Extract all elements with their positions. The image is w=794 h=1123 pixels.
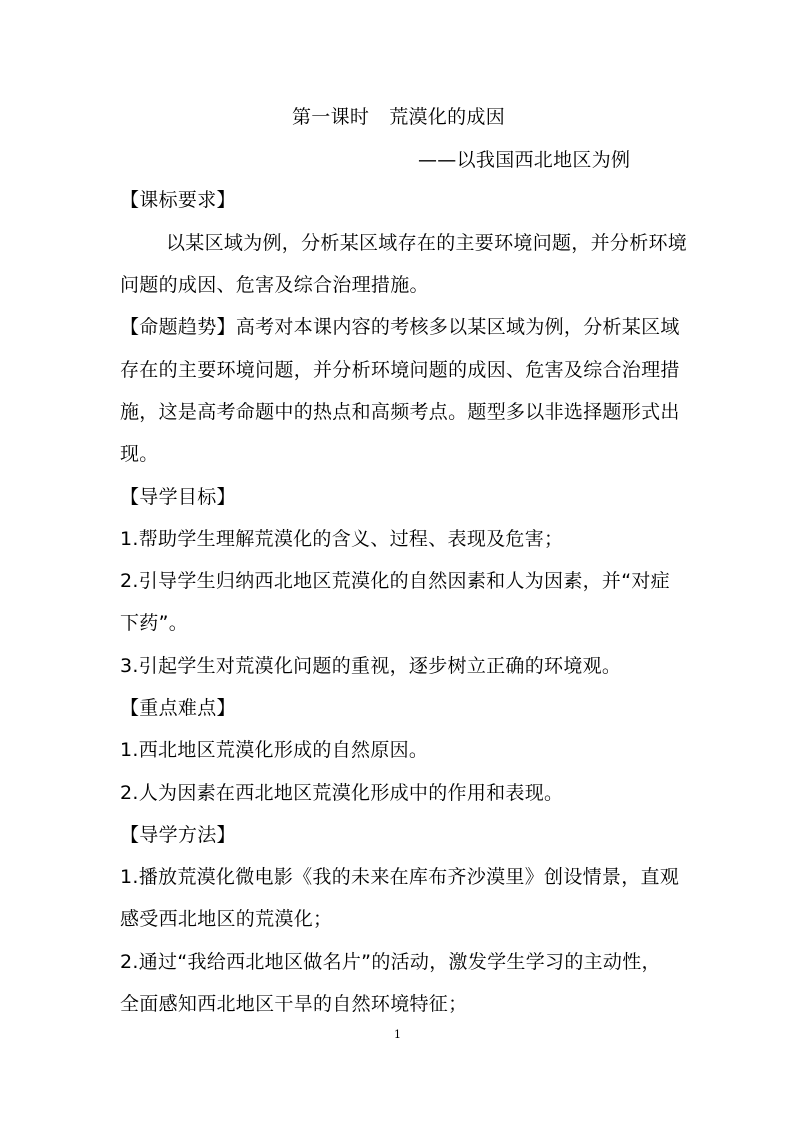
paragraph-line: 高考对本课内容的考核多以某区域为例，分析某区域 bbox=[235, 316, 680, 338]
section-heading-key-points: 【重点难点】 bbox=[120, 697, 236, 719]
paragraph-line: 存在的主要环境问题，并分析环境问题的成因、危害及综合治理措 bbox=[120, 359, 680, 381]
list-item: 2.人为因素在西北地区荒漠化形成中的作用和表现。 bbox=[120, 782, 564, 804]
list-item: 1.播放荒漠化微电影《我的未来在库布齐沙漠里》创设情景，直观 bbox=[120, 866, 680, 888]
paragraph-line: 现。 bbox=[120, 443, 159, 465]
section-heading-trend: 【命题趋势】 bbox=[120, 316, 236, 338]
title-topic: 荒漠化的成因 bbox=[389, 106, 506, 128]
section-heading-curriculum: 【课标要求】 bbox=[120, 189, 236, 211]
list-item-continued: 感受西北地区的荒漠化； bbox=[120, 908, 333, 930]
list-item-continued: 下药”。 bbox=[120, 612, 189, 634]
paragraph-line: 以某区域为例，分析某区域存在的主要环境问题，并分析环境 bbox=[166, 232, 688, 254]
list-item: 2.通过“我给西北地区做名片”的活动，激发学生学习的主动性， bbox=[120, 951, 661, 973]
list-item: 2.引导学生归纳西北地区荒漠化的自然因素和人为因素，并“对症 bbox=[120, 570, 670, 592]
page-number: 1 bbox=[394, 1028, 401, 1041]
page-subtitle: ——以我国西北地区为例 bbox=[418, 149, 631, 171]
paragraph-line: 问题的成因、危害及综合治理措施。 bbox=[120, 274, 429, 296]
list-item: 1.帮助学生理解荒漠化的含义、过程、表现及危害； bbox=[120, 528, 564, 550]
paragraph-line: 施，这是高考命题中的热点和高频考点。题型多以非选择题形式出 bbox=[120, 401, 680, 423]
paragraph-trend-first bbox=[120, 315, 680, 339]
list-item-continued: 全面感知西北地区干旱的自然环境特征； bbox=[120, 993, 468, 1015]
section-heading-methods: 【导学方法】 bbox=[120, 824, 236, 846]
page-title bbox=[292, 105, 505, 129]
list-item: 3.引起学生对荒漠化问题的重视，逐步树立正确的环境观。 bbox=[120, 655, 622, 677]
list-item: 1.西北地区荒漠化形成的自然原因。 bbox=[120, 739, 429, 761]
title-lesson: 第一课时 bbox=[292, 106, 370, 128]
section-heading-goals: 【导学目标】 bbox=[120, 486, 236, 508]
